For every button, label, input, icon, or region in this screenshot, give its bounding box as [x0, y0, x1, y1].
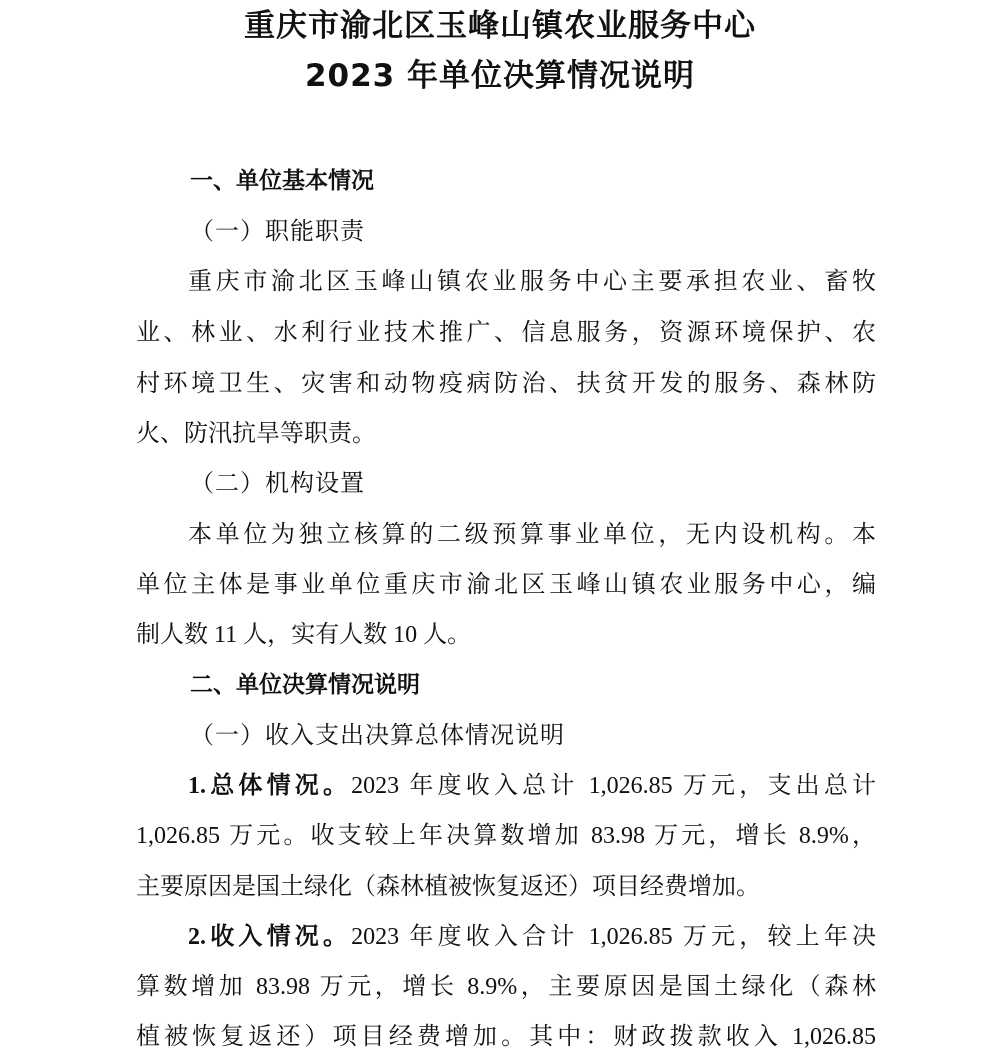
section2-sub1-heading: （一）收入支出决算总体情况说明	[190, 721, 565, 749]
section1-sub2-heading: （二）机构设置	[190, 469, 365, 497]
overall-line-1-rest: 2023 年度收入总计 1,026.85 万元，支出总计	[351, 773, 876, 799]
overall-lead: 1.总体情况。	[188, 773, 352, 799]
income-line-1	[188, 920, 876, 954]
overall-line-3: 主要原因是国土绿化（森林植被恢复返还）项目经费增加。	[136, 874, 760, 900]
section1-heading: 一、单位基本情况	[190, 168, 374, 194]
income-line-1-rest: 2023 年度收入合计 1,026.85 万元，较上年决	[351, 924, 876, 950]
duties-line-2: 业、林业、水利行业技术推广、信息服务，资源环境保护、农	[136, 318, 876, 346]
income-lead: 2.收入情况。	[188, 924, 352, 950]
duties-line-4: 火、防汛抗旱等职责。	[136, 419, 376, 447]
duties-line-1: 重庆市渝北区玉峰山镇农业服务中心主要承担农业、畜牧	[188, 267, 876, 295]
section2-heading: 二、单位决算情况说明	[190, 672, 420, 698]
org-line-3: 制人数 11 人，实有人数 10 人。	[136, 622, 472, 648]
org-line-1: 本单位为独立核算的二级预算事业单位，无内设机构。本	[188, 520, 876, 548]
duties-line-3: 村环境卫生、灾害和动物疫病防治、扶贫开发的服务、森林防	[136, 369, 876, 397]
document-title-line2: 2023 年单位决算情况说明	[304, 58, 696, 94]
org-line-2: 单位主体是事业单位重庆市渝北区玉峰山镇农业服务中心，编	[136, 570, 876, 598]
income-line-3: 植被恢复返还）项目经费增加。其中：财政拨款收入 1,026.85	[136, 1024, 876, 1050]
section1-sub1-heading: （一）职能职责	[190, 217, 365, 245]
document-title-line1: 重庆市渝北区玉峰山镇农业服务中心	[244, 8, 756, 44]
income-line-2: 算数增加 83.98 万元，增长 8.9%，主要原因是国土绿化（森林	[136, 974, 876, 1000]
overall-line-1	[188, 769, 876, 803]
overall-line-2: 1,026.85 万元。收支较上年决算数增加 83.98 万元，增长 8.9%，	[136, 823, 876, 849]
